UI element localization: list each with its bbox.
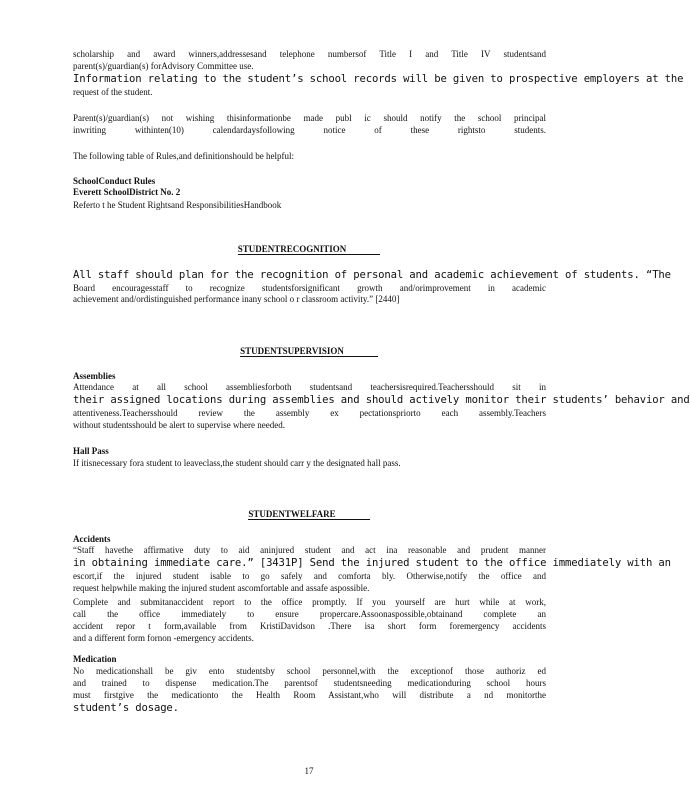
section-heading: STUDENTWELFARE — [0, 509, 618, 520]
text-line: must firstgive the medicationto the Health Room Assistant,who will distribute a nd monitorthe — [73, 690, 546, 700]
text-line: Complete and submitanaccident report to the office promptly. If you yourself are hurt while at work, — [73, 597, 546, 607]
text-line: their assigned locations during assemblies and should actively monitor their students’ behavior and — [73, 394, 690, 406]
text-line: The following table of Rules,and definitionshould be helpful: — [73, 151, 294, 161]
text-line: No medicationshall be giv ento studentsby school personnel,with the exceptionof those authoriz ed — [73, 666, 546, 676]
text-line: call the office immediately to ensure propercare.Assoonaspossible,obtainand complete an — [73, 609, 546, 619]
text-line: If itisnecessary fora student to leaveclass,the student should carr y the designated hall pass. — [73, 458, 401, 468]
text-line: inwriting withinten(10) calendardaysfollowing notice of these rightsto students. — [73, 125, 546, 135]
section-heading: STUDENTSUPERVISION — [0, 346, 618, 357]
text-line: Information relating to the student’s school records will be given to prospective employers at the — [73, 73, 684, 85]
text-line: escort,if the injured student isable to go safely and comforta bly. Otherwise,notify the office and — [73, 571, 546, 581]
text-line: Referto t he Student Rightsand ResponsibilitiesHandbook — [73, 200, 282, 210]
section-heading: STUDENTRECOGNITION — [0, 244, 618, 255]
text-line: request helpwhile making the injured student ascomfortable and assafe aspossible. — [73, 583, 370, 593]
subsection-label: Medication — [73, 654, 117, 664]
text-line: without studentsshould be alert to supervise where needed. — [73, 420, 285, 430]
text-line: All staff should plan for the recognition of personal and academic achievement of students. “The — [73, 269, 671, 281]
subsection-label: Assemblies — [73, 371, 116, 381]
section-label: Everett SchoolDistrict No. 2 — [73, 187, 181, 197]
text-line: and a different form fornon -emergency accidents. — [73, 633, 254, 643]
text-line: in obtaining immediate care.” [3431P] Send the injured student to the office immediately with an — [73, 557, 671, 569]
text-line: “Staff havethe affirmative duty to aid aninjured student and act ina reasonable and prudent manner — [73, 545, 546, 555]
text-line: parent(s)/guardian(s) forAdvisory Committee use. — [73, 61, 254, 71]
text-line: Parent(s)/guardian(s) not wishing thisinformationbe made publ ic should notify the school principal — [73, 113, 546, 123]
text-line: attentiveness.Teachersshould review the assembly ex pectationspriorto each assembly.Teachers — [73, 408, 546, 418]
subsection-label: Hall Pass — [73, 446, 109, 456]
text-line: request of the student. — [73, 87, 153, 97]
text-line: achievement and/ordistinguished performance inany school o r classroom activity.” [2440] — [73, 294, 400, 304]
text-line: student’s dosage. — [73, 702, 179, 714]
text-line: accident repor t form,available from KristiDavidson .There isa short form foremergency accidents — [73, 621, 546, 631]
text-line: Board encouragesstaff to recognize studentsforsignificant growth and/orimprovement in academic — [73, 283, 546, 293]
section-label: SchoolConduct Rules — [73, 176, 156, 186]
text-line: and trained to dispense medication.The parentsof studentsneeding medicationduring school hours — [73, 678, 546, 688]
text-line: Attendance at all school assembliesforboth studentsand teachersisrequired.Teachersshould sit in — [73, 382, 546, 392]
subsection-label: Accidents — [73, 534, 111, 544]
page-number: 17 — [304, 766, 314, 776]
text-line: scholarship and award winners,addressesand telephone numbersof Title I and Title IV studentsand — [73, 49, 546, 59]
